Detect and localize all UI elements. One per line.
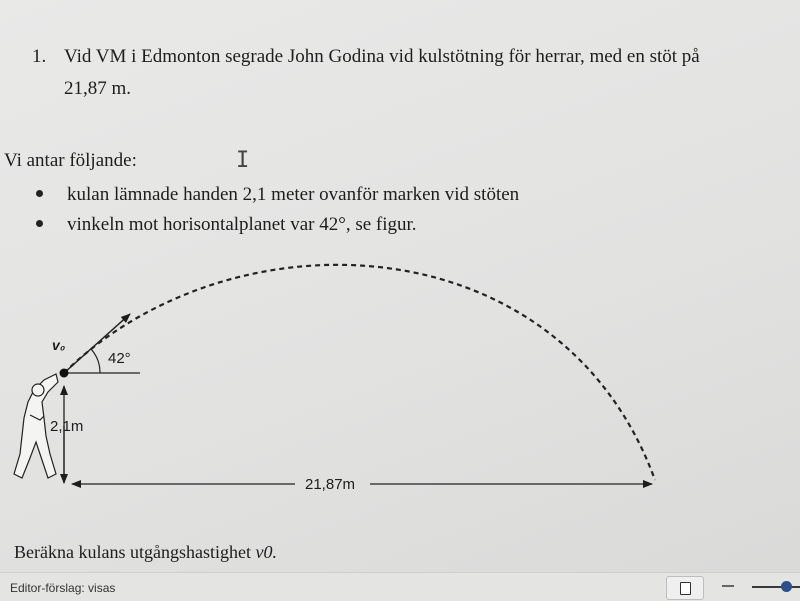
bullet-item	[36, 214, 417, 236]
zoom-slider-handle[interactable]	[781, 581, 792, 592]
task-instruction: Beräkna kulans utgångshastighet	[14, 542, 256, 562]
task-variable: v0.	[255, 542, 277, 562]
angle-label: 42°	[108, 350, 131, 367]
zoom-slider[interactable]	[752, 586, 800, 588]
status-bar	[0, 572, 800, 601]
bullet-text: kulan lämnade handen 2,1 meter ovanför marken vid stöten	[67, 184, 520, 205]
velocity-label: v₀	[52, 337, 66, 353]
question-text-line2: 21,87 m.	[64, 78, 132, 99]
question-number: 1.	[32, 46, 47, 67]
shot-ball	[60, 369, 69, 378]
bullet-icon	[36, 190, 43, 197]
distance-label: 21,87m	[305, 476, 356, 493]
question-text-line1: Vid VM i Edmonton segrade John Godina vid kulstötning för herrar, med en stöt på	[64, 46, 700, 67]
document-icon	[680, 582, 691, 595]
trajectory-curve	[64, 265, 655, 480]
editor-suggestions-status[interactable]: Editor-förslag: visas	[10, 581, 116, 595]
bullet-item	[36, 184, 519, 206]
trajectory-figure	[0, 240, 800, 510]
text-cursor-icon: I	[236, 148, 250, 173]
height-label: 2,1m	[50, 418, 84, 435]
document-view-button[interactable]	[666, 576, 704, 600]
assumptions-intro: Vi antar följande:	[4, 150, 137, 171]
task-text	[14, 542, 277, 563]
angle-arc	[91, 349, 100, 373]
bullet-icon	[36, 220, 43, 227]
zoom-out-icon[interactable]	[722, 585, 734, 587]
bullet-text: vinkeln mot horisontalplanet var 42°, se figur.	[67, 214, 417, 235]
